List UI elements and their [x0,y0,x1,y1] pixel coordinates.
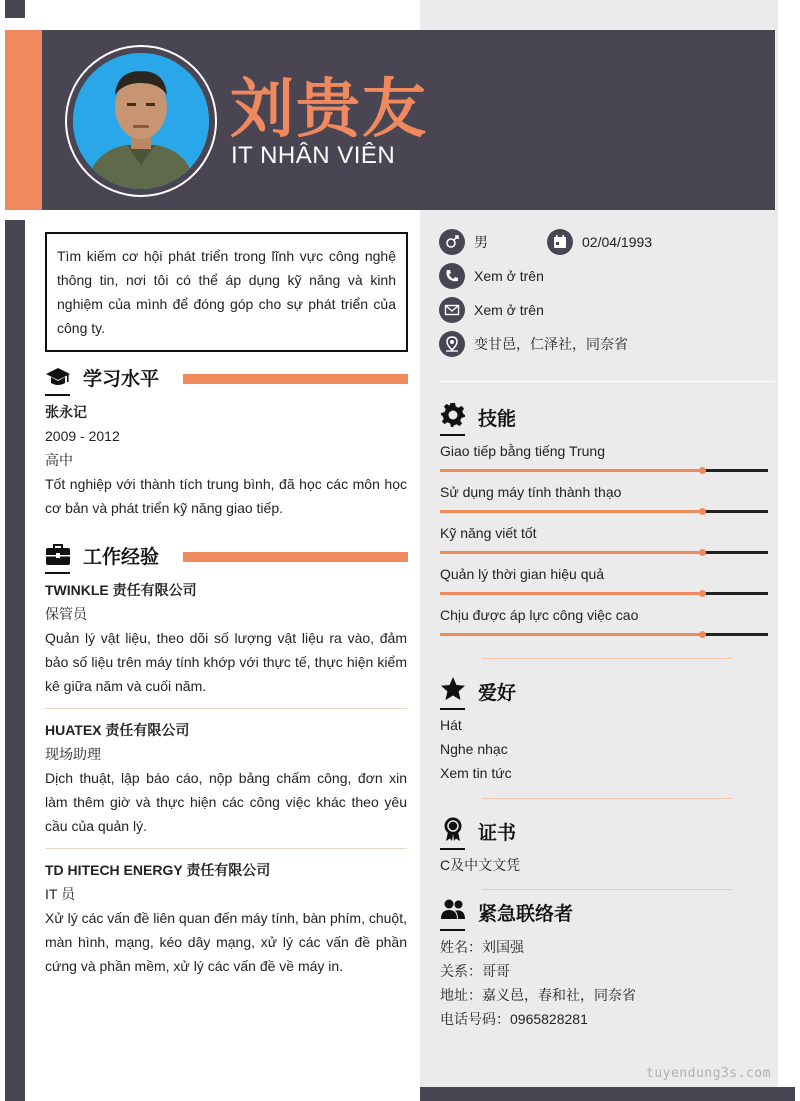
gender-value: 男 [474,234,488,250]
bottom-bar [420,1087,795,1101]
skill-label: Chịu được áp lực công việc cao [440,607,639,623]
skill-bar-handle [699,631,706,638]
graduation-cap-icon [45,364,71,390]
job-company: TD HITECH ENERGY 责任有限公司 [45,862,271,878]
header-accent [5,30,42,210]
skill-bar-fill [440,633,702,636]
section-underline [440,848,465,850]
emergency-phone: 电话号码：0965828281 [440,1011,588,1027]
education-section-header [45,364,408,394]
job-role: IT 员 [45,886,76,902]
experience-title: 工作经验 [83,546,160,568]
certificate-item: C及中文文凭 [440,857,521,873]
award-icon [440,816,466,842]
address-value: 变甘邑，仁泽社，同奈省 [474,336,628,352]
phone-icon [439,263,465,289]
phone-value: Xem ở trên [474,268,544,284]
section-underline [440,434,465,436]
header-banner [5,30,775,210]
job-role: 保管员 [45,606,87,622]
gender-icon [439,229,465,255]
skill-label: Sử dụng máy tính thành thạo [440,484,622,500]
education-title: 学习水平 [83,368,160,390]
briefcase-icon [45,542,71,568]
skill-label: Giao tiếp bằng tiếng Trung [440,443,606,459]
skill-bar-handle [699,467,706,474]
job-company: HUATEX 责任有限公司 [45,722,190,738]
education-school: 张永记 [45,404,87,420]
skill-bar [440,551,768,554]
emergency-name: 姓名：刘国强 [440,939,524,955]
skill-bar-handle [699,549,706,556]
hobbies-title: 爱好 [478,682,517,704]
emergency-title: 紧急联络者 [478,903,574,925]
objective-box: Tìm kiếm cơ hội phát triển trong lĩnh vực công nghệ thông tin, nơi tôi có thể áp dụng kỹ năng và kinh nghiệm của mình để đóng góp cho sự phát triển của công ty. [45,232,408,352]
candidate-name: 刘贵友 [230,73,428,147]
hobby-item: Xem tin tức [440,765,512,781]
section-underline [45,394,70,396]
skills-section-header [440,402,640,434]
skill-bar-fill [440,551,702,554]
section-accent-bar [183,552,408,562]
email-value: Xem ở trên [474,302,544,318]
star-icon [440,676,466,702]
sidebar-divider [482,658,732,659]
skill-bar [440,592,768,595]
hobby-item: Hát [440,717,462,733]
calendar-icon [547,229,573,255]
gear-icon [440,402,466,428]
location-icon [439,331,465,357]
section-accent-bar [183,374,408,384]
experience-section-header [45,542,408,572]
hobbies-section-header [440,676,640,708]
hobby-item: Nghe nhạc [440,741,508,757]
education-level: 高中 [45,452,73,468]
section-underline [45,572,70,574]
job-description: Quản lý vật liệu, theo dõi số lượng vật liệu ra vào, đảm bảo số liệu trên máy tính khớp với thực tế, thực hiện kiểm kê giữa năm và cuối năm. [45,630,407,694]
education-period: 2009 - 2012 [45,428,120,444]
sidebar-divider [482,889,732,890]
emergency-address: 地址：嘉义邑，春和社，同奈省 [440,987,636,1003]
job-description: Dịch thuật, lập báo cáo, nộp bảng chấm công, đơn xin làm thêm giờ và thực hiện các công việc khác theo yêu cầu của quản lý. [45,770,407,834]
emergency-section-header [440,897,640,929]
sidebar-divider [482,798,732,799]
job-divider [45,848,407,849]
avatar-photo [73,53,209,189]
avatar [73,53,209,189]
skill-bar-handle [699,508,706,515]
email-icon [439,297,465,323]
users-icon [440,897,466,923]
watermark: tuyendung3s.com [646,1066,771,1081]
skill-label: Kỹ năng viết tốt [440,525,537,541]
section-underline [440,929,465,931]
skills-title: 技能 [478,408,517,430]
skill-bar [440,469,768,472]
sidebar-divider [439,381,775,382]
birthdate-value: 02/04/1993 [582,234,653,250]
job-description: Xử lý các vấn đề liên quan đến máy tính, bàn phím, chuột, màn hình, mạng, kéo dây mạng, xử lý các vấn đề phần cứng và phần mềm, xử lý các vấn đề về máy in. [45,910,407,974]
skill-bar-fill [440,469,702,472]
section-underline [440,708,465,710]
certificates-title: 证书 [478,822,517,844]
skill-bar [440,633,768,636]
job-title: IT NHÂN VIÊN [231,142,396,169]
skill-label: Quản lý thời gian hiệu quả [440,566,605,582]
certificates-section-header [440,816,640,848]
job-company: TWINKLE 责任有限公司 [45,582,197,598]
job-role: 现场助理 [45,746,101,762]
skill-bar [440,510,768,513]
skill-bar-handle [699,590,706,597]
emergency-relation: 关系：哥哥 [440,963,510,979]
left-strip [5,220,25,1101]
left-strip-top [5,0,25,18]
job-divider [45,708,407,709]
education-description: Tốt nghiệp với thành tích trung bình, đã học các môn học cơ bản và phát triển kỹ năng giao tiếp. [45,476,407,516]
skill-bar-fill [440,510,702,513]
skill-bar-fill [440,592,702,595]
